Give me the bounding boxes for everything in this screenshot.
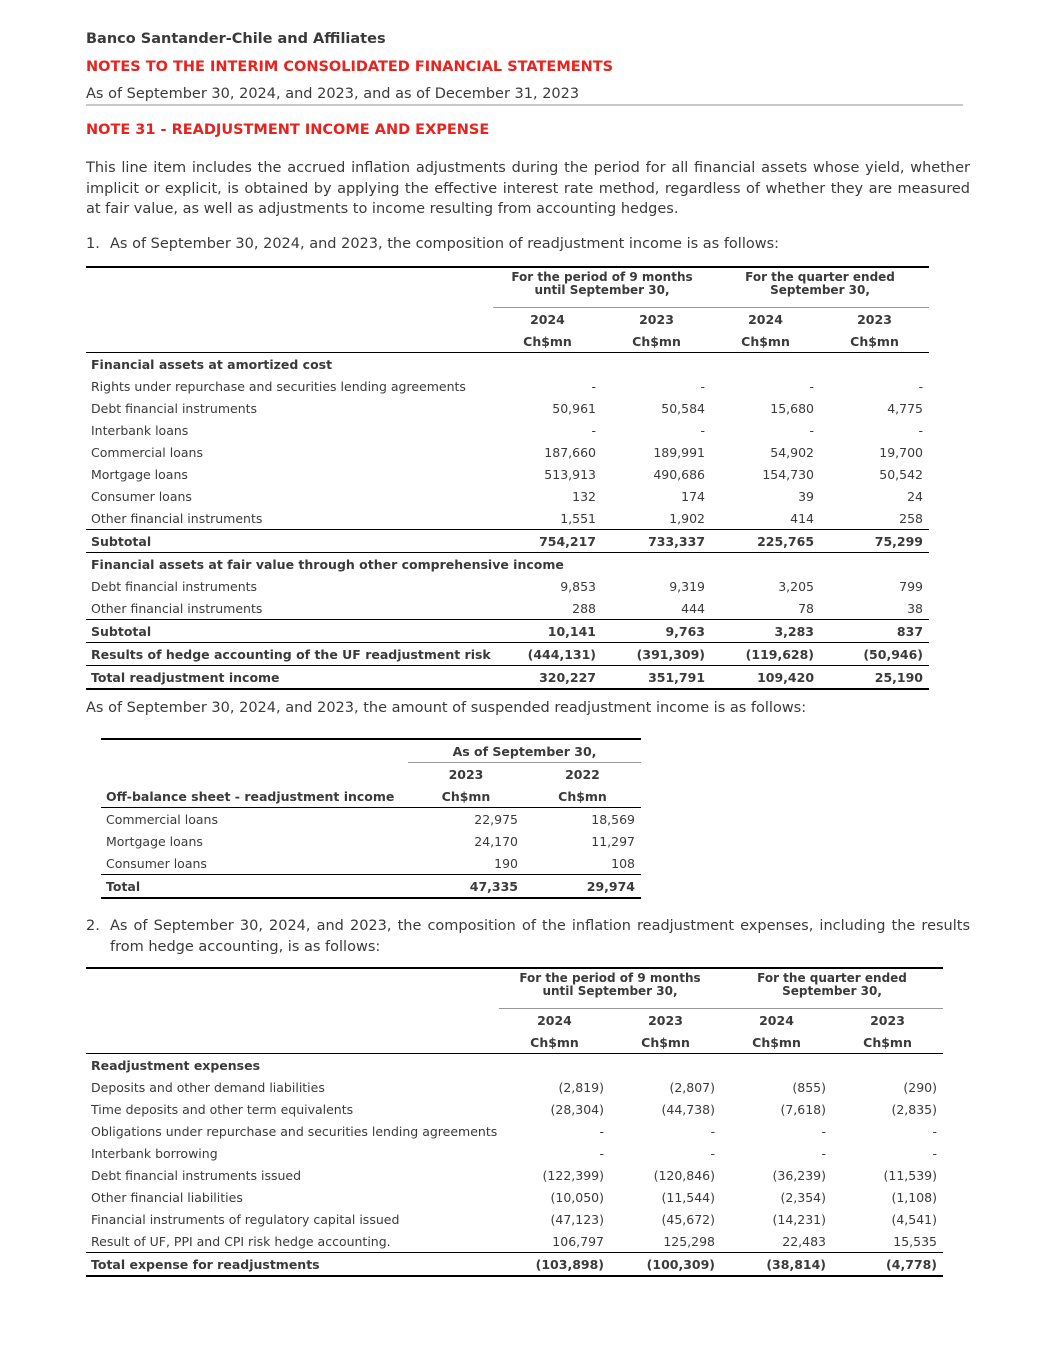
row-label: Commercial loans — [106, 811, 218, 827]
cell: - — [700, 422, 706, 438]
t2-year-1: 2023 — [448, 766, 484, 782]
row-label: Financial instruments of regulatory capital issued — [91, 1211, 400, 1227]
cell: 24 — [907, 488, 924, 504]
t1-year-1: 2024 — [530, 311, 565, 327]
total-row — [86, 666, 929, 690]
table-row — [86, 597, 929, 620]
cell: 78 — [798, 600, 815, 616]
cell: 3,205 — [778, 578, 815, 594]
table-row — [86, 1164, 943, 1186]
t3-unit: Ch$mn — [721, 1031, 832, 1054]
row-label: Total readjustment income — [86, 666, 493, 690]
cell: 444 — [681, 600, 706, 616]
cell: - — [932, 1145, 938, 1161]
cell: 50,542 — [879, 466, 924, 482]
t1-group-quarter: For the quarter ended September 30, — [711, 267, 929, 308]
cell: - — [821, 1123, 827, 1139]
cell: 15,680 — [770, 400, 815, 416]
total-row — [101, 875, 641, 899]
cell — [820, 353, 929, 376]
row-label: Debt financial instruments — [91, 400, 258, 416]
cell — [721, 1054, 832, 1077]
row-label: Subtotal — [86, 620, 493, 643]
cell: 22,483 — [782, 1233, 827, 1249]
cell: (36,239) — [772, 1167, 827, 1183]
t3-group-quarter: For the quarter ended September 30, — [721, 968, 943, 1009]
row-label: Financial assets at amortized cost — [91, 356, 333, 372]
item-2 — [86, 916, 970, 957]
t1-year-3: 2024 — [748, 311, 783, 327]
cell: (14,231) — [772, 1211, 827, 1227]
cell: 19,700 — [879, 444, 924, 460]
t2-unit: Ch$mn — [524, 785, 641, 808]
cell: 10,141 — [493, 620, 602, 643]
header-divider — [86, 104, 963, 106]
table-row — [86, 1054, 943, 1077]
cell: (38,814) — [721, 1253, 832, 1277]
cell: 154,730 — [762, 466, 815, 482]
cell: 22,975 — [474, 811, 518, 827]
cell: 9,853 — [560, 578, 596, 594]
cell: 187,660 — [544, 444, 596, 460]
row-label: Subtotal — [86, 530, 493, 553]
t3-year-4: 2023 — [870, 1012, 905, 1028]
cell: 4,775 — [887, 400, 924, 416]
cell: (122,399) — [542, 1167, 604, 1183]
table-row — [86, 397, 929, 419]
cell: 9,763 — [602, 620, 711, 643]
row-label: Debt financial instruments issued — [91, 1167, 302, 1183]
cell: 288 — [572, 600, 596, 616]
row-label: Interbank loans — [91, 422, 189, 438]
row-label: Other financial liabilities — [91, 1189, 243, 1205]
table-row — [86, 1120, 943, 1142]
cell: 189,991 — [653, 444, 706, 460]
cell: (103,898) — [499, 1253, 610, 1277]
row-label: Other financial instruments — [91, 600, 263, 616]
subtotal-row — [86, 620, 929, 643]
cell: (11,539) — [883, 1167, 938, 1183]
cell — [820, 553, 929, 576]
cell: - — [918, 422, 924, 438]
as-of-date: As of September 30, 2024, and 2023, and as of December 31, 2023 — [86, 86, 580, 102]
cell: - — [591, 422, 596, 438]
row-label: Commercial loans — [91, 444, 203, 460]
t3-unit: Ch$mn — [610, 1031, 721, 1054]
cell — [499, 1054, 610, 1077]
cell — [602, 553, 711, 576]
row-label: Debt financial instruments — [91, 578, 258, 594]
cell: (44,738) — [661, 1101, 716, 1117]
cell — [711, 553, 820, 576]
cell: 25,190 — [820, 666, 929, 690]
row-label: Total expense for readjustments — [86, 1253, 499, 1277]
cell: 513,913 — [544, 466, 596, 482]
cell: 54,902 — [770, 444, 815, 460]
t3-year-3: 2024 — [759, 1012, 794, 1028]
cell: 799 — [899, 578, 924, 594]
t2-title: Off-balance sheet - readjustment income — [101, 785, 408, 808]
row-label: Readjustment expenses — [91, 1057, 261, 1073]
t1-unit: Ch$mn — [493, 330, 602, 353]
cell: (4,541) — [891, 1211, 938, 1227]
cell — [610, 1054, 721, 1077]
cell: 125,298 — [663, 1233, 716, 1249]
row-label: Mortgage loans — [91, 466, 188, 482]
cell: (855) — [792, 1079, 827, 1095]
total-row — [86, 1253, 943, 1277]
cell: 132 — [572, 488, 596, 504]
cell: (290) — [903, 1079, 938, 1095]
t3-unit: Ch$mn — [499, 1031, 610, 1054]
cell — [832, 1054, 943, 1077]
cell: 75,299 — [820, 530, 929, 553]
table-row — [86, 1142, 943, 1164]
item-1-text: As of September 30, 2024, and 2023, the composition of readjustment income is as follows: — [110, 236, 780, 252]
cell: (10,050) — [550, 1189, 604, 1205]
item-1 — [86, 236, 779, 252]
row-label: Consumer loans — [106, 855, 207, 871]
item-2-text: As of September 30, 2024, and 2023, the composition of the inflation readjustment expenses, including the results from hedge accounting, is as follows: — [110, 918, 970, 955]
row-label: Financial assets at fair value through other comprehensive income — [91, 556, 564, 572]
cell: (45,672) — [661, 1211, 716, 1227]
table-row — [86, 507, 929, 530]
cell: - — [710, 1123, 716, 1139]
cell: 733,337 — [602, 530, 711, 553]
cell: 108 — [611, 855, 635, 871]
cell: 414 — [790, 510, 815, 526]
cell: 29,974 — [524, 875, 641, 899]
cell: - — [821, 1145, 827, 1161]
table-row — [86, 553, 929, 576]
cell: 47,335 — [408, 875, 524, 899]
t1-year-2: 2023 — [639, 311, 674, 327]
cell: 38 — [907, 600, 924, 616]
cell: - — [599, 1145, 604, 1161]
t1-unit: Ch$mn — [820, 330, 929, 353]
cell: 109,420 — [711, 666, 820, 690]
cell — [711, 353, 820, 376]
subtotal-row — [86, 530, 929, 553]
cell: (2,835) — [891, 1101, 938, 1117]
table-row — [101, 808, 641, 831]
cell: (2,807) — [669, 1079, 716, 1095]
cell: 50,961 — [552, 400, 596, 416]
t2-unit: Ch$mn — [408, 785, 524, 808]
item-1-number: 1. — [86, 236, 100, 252]
cell: (1,108) — [891, 1189, 938, 1205]
row-label: Interbank borrowing — [91, 1145, 218, 1161]
table-row — [101, 830, 641, 852]
row-label: Result of UF, PPI and CPI risk hedge accounting. — [91, 1233, 391, 1249]
cell: 106,797 — [552, 1233, 604, 1249]
cell: 190 — [494, 855, 518, 871]
cell: 351,791 — [602, 666, 711, 690]
cell: 11,297 — [591, 833, 635, 849]
cell: - — [710, 1145, 716, 1161]
cell: - — [700, 378, 706, 394]
cell: 1,902 — [669, 510, 706, 526]
cell: (7,618) — [780, 1101, 827, 1117]
cell: 174 — [681, 488, 706, 504]
t3-group-period: For the period of 9 months until September 30, — [499, 968, 721, 1009]
cell: 9,319 — [669, 578, 706, 594]
cell: - — [932, 1123, 938, 1139]
table-row — [86, 485, 929, 507]
suspended-text: As of September 30, 2024, and 2023, the amount of suspended readjustment income is as follows: — [86, 700, 807, 716]
cell: 3,283 — [711, 620, 820, 643]
t3-unit: Ch$mn — [832, 1031, 943, 1054]
cell — [602, 353, 711, 376]
cell: 1,551 — [560, 510, 596, 526]
row-label: Time deposits and other term equivalents — [91, 1101, 354, 1117]
table-row — [86, 441, 929, 463]
t1-year-4: 2023 — [857, 311, 892, 327]
row-label: Mortgage loans — [106, 833, 203, 849]
readjustment-expense-table — [86, 967, 943, 1277]
t1-unit: Ch$mn — [602, 330, 711, 353]
cell: - — [809, 422, 815, 438]
table-row — [86, 1230, 943, 1253]
cell: (119,628) — [711, 643, 820, 666]
cell: 837 — [820, 620, 929, 643]
cell: (2,819) — [558, 1079, 604, 1095]
t3-year-2: 2023 — [648, 1012, 683, 1028]
cell: - — [809, 378, 815, 394]
hedge-row — [86, 643, 929, 666]
table-row — [86, 1076, 943, 1098]
row-label: Obligations under repurchase and securities lending agreements — [91, 1123, 498, 1139]
suspended-income-table — [101, 738, 641, 899]
cell: (28,304) — [550, 1101, 604, 1117]
cell — [493, 353, 602, 376]
cell: (100,309) — [610, 1253, 721, 1277]
cell: (47,123) — [550, 1211, 604, 1227]
cell: (50,946) — [820, 643, 929, 666]
row-label: Other financial instruments — [91, 510, 263, 526]
cell: (391,309) — [602, 643, 711, 666]
row-label: Consumer loans — [91, 488, 192, 504]
row-label: Rights under repurchase and securities lending agreements — [91, 378, 466, 394]
table-row — [101, 852, 641, 875]
cell: 754,217 — [493, 530, 602, 553]
row-label: Total — [101, 875, 408, 899]
row-label: Deposits and other demand liabilities — [91, 1079, 325, 1095]
cell: 18,569 — [591, 811, 635, 827]
table-row — [86, 463, 929, 485]
cell: 320,227 — [493, 666, 602, 690]
cell: (2,354) — [780, 1189, 827, 1205]
table-row — [86, 575, 929, 597]
item-2-number: 2. — [86, 918, 100, 934]
table-row — [86, 1208, 943, 1230]
cell: 15,535 — [893, 1233, 938, 1249]
cell: 50,584 — [661, 400, 706, 416]
company-name: Banco Santander-Chile and Affiliates — [86, 31, 386, 47]
t2-group: As of September 30, — [408, 739, 641, 763]
notes-title: NOTES TO THE INTERIM CONSOLIDATED FINANCIAL STATEMENTS — [86, 59, 614, 75]
cell: 225,765 — [711, 530, 820, 553]
table-row — [86, 353, 929, 376]
row-label: Results of hedge accounting of the UF readjustment risk — [86, 643, 493, 666]
readjustment-income-table — [86, 266, 929, 690]
cell: (11,544) — [661, 1189, 716, 1205]
t3-year-1: 2024 — [537, 1012, 572, 1028]
table-row — [86, 1186, 943, 1208]
cell: (120,846) — [653, 1167, 716, 1183]
note-title: NOTE 31 - READJUSTMENT INCOME AND EXPENSE — [86, 122, 490, 138]
t1-unit: Ch$mn — [711, 330, 820, 353]
table-row — [86, 375, 929, 397]
cell: (4,778) — [832, 1253, 943, 1277]
table-row — [86, 419, 929, 441]
cell: - — [599, 1123, 604, 1139]
cell: 39 — [798, 488, 815, 504]
cell: 490,686 — [653, 466, 706, 482]
cell: (444,131) — [493, 643, 602, 666]
cell: 24,170 — [474, 833, 518, 849]
t2-year-2: 2022 — [565, 766, 600, 782]
table-row — [86, 1098, 943, 1120]
t1-group-period: For the period of 9 months until September 30, — [493, 267, 711, 308]
cell: - — [591, 378, 596, 394]
cell: 258 — [899, 510, 924, 526]
note-paragraph: This line item includes the accrued inflation adjustments during the period for all financial assets whose yield, whether implicit or explicit, is obtained by applying the effective interest rate method, regardless of whether they are measured at fair value, as well as adjustments to income resulting from accounting hedges. — [86, 160, 970, 217]
cell: - — [918, 378, 924, 394]
